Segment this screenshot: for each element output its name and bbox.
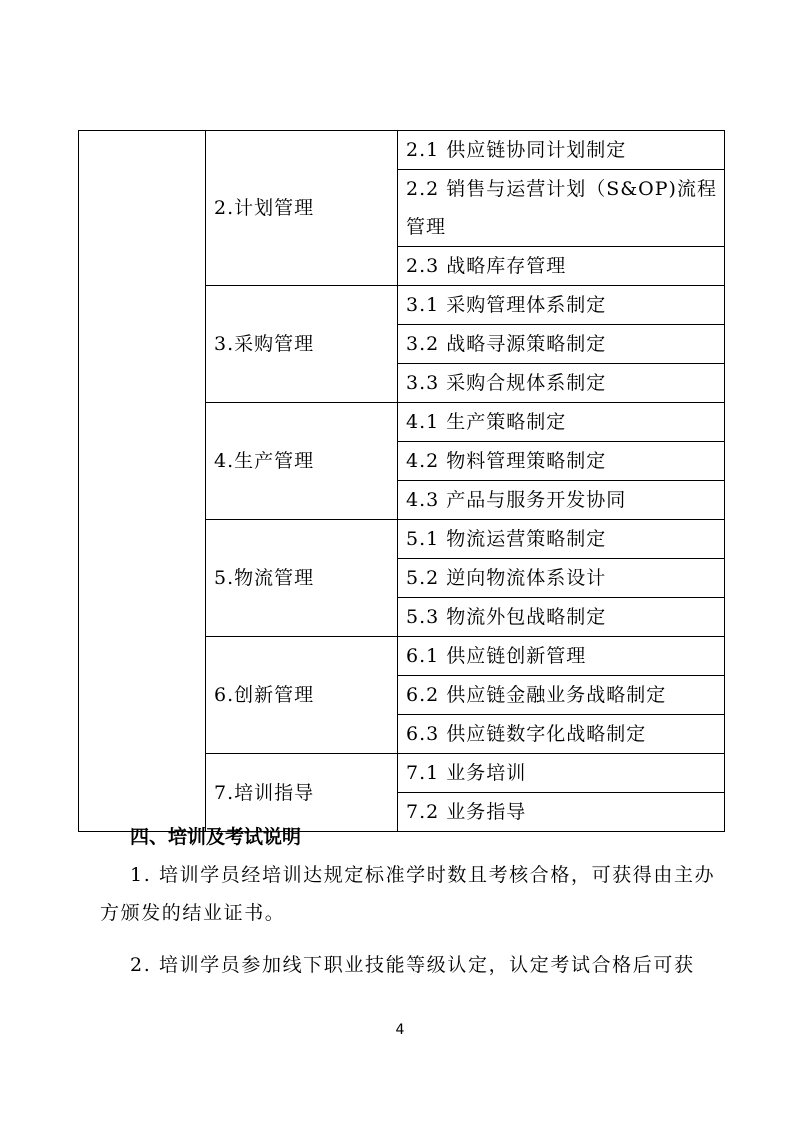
topic-cell: 3.1 采购管理体系制定	[398, 286, 725, 325]
topic-cell: 2.3 战略库存管理	[398, 247, 725, 286]
section-heading: 四、培训及考试说明	[130, 826, 302, 848]
module-cell: 6.创新管理	[206, 637, 398, 754]
topic-cell: 4.2 物料管理策略制定	[398, 442, 725, 481]
topic-cell: 2.1 供应链协同计划制定	[398, 131, 725, 170]
module-cell: 2.计划管理	[206, 131, 398, 286]
topic-cell: 7.1 业务培训	[398, 754, 725, 793]
module-cell: 5.物流管理	[206, 520, 398, 637]
topic-cell: 5.3 物流外包战略制定	[398, 598, 725, 637]
paragraph: 2. 培训学员参加线下职业技能等级认定，认定考试合格后可获	[130, 954, 695, 976]
topic-cell: 7.2 业务指导	[398, 793, 725, 832]
topic-cell: 5.2 逆向物流体系设计	[398, 559, 725, 598]
topic-cell: 2.2 销售与运营计划（S&OP)流程管理	[398, 170, 725, 247]
topic-cell: 3.2 战略寻源策略制定	[398, 325, 725, 364]
topic-cell: 6.1 供应链创新管理	[398, 637, 725, 676]
module-cell: 4.生产管理	[206, 403, 398, 520]
paragraph: 1. 培训学员经培训达规定标准学时数且考核合格，可获得由主办方颁发的结业证书。	[100, 864, 716, 924]
curriculum-table	[78, 130, 725, 832]
category-cell	[79, 131, 206, 832]
module-cell: 7.培训指导	[206, 754, 398, 832]
topic-cell: 4.1 生产策略制定	[398, 403, 725, 442]
topic-cell: 4.3 产品与服务开发协同	[398, 481, 725, 520]
topic-cell: 6.3 供应链数字化战略制定	[398, 715, 725, 754]
topic-cell: 5.1 物流运营策略制定	[398, 520, 725, 559]
topic-cell: 3.3 采购合规体系制定	[398, 364, 725, 403]
topic-cell: 6.2 供应链金融业务战略制定	[398, 676, 725, 715]
module-cell: 3.采购管理	[206, 286, 398, 403]
page-number: 4	[395, 1022, 405, 1038]
